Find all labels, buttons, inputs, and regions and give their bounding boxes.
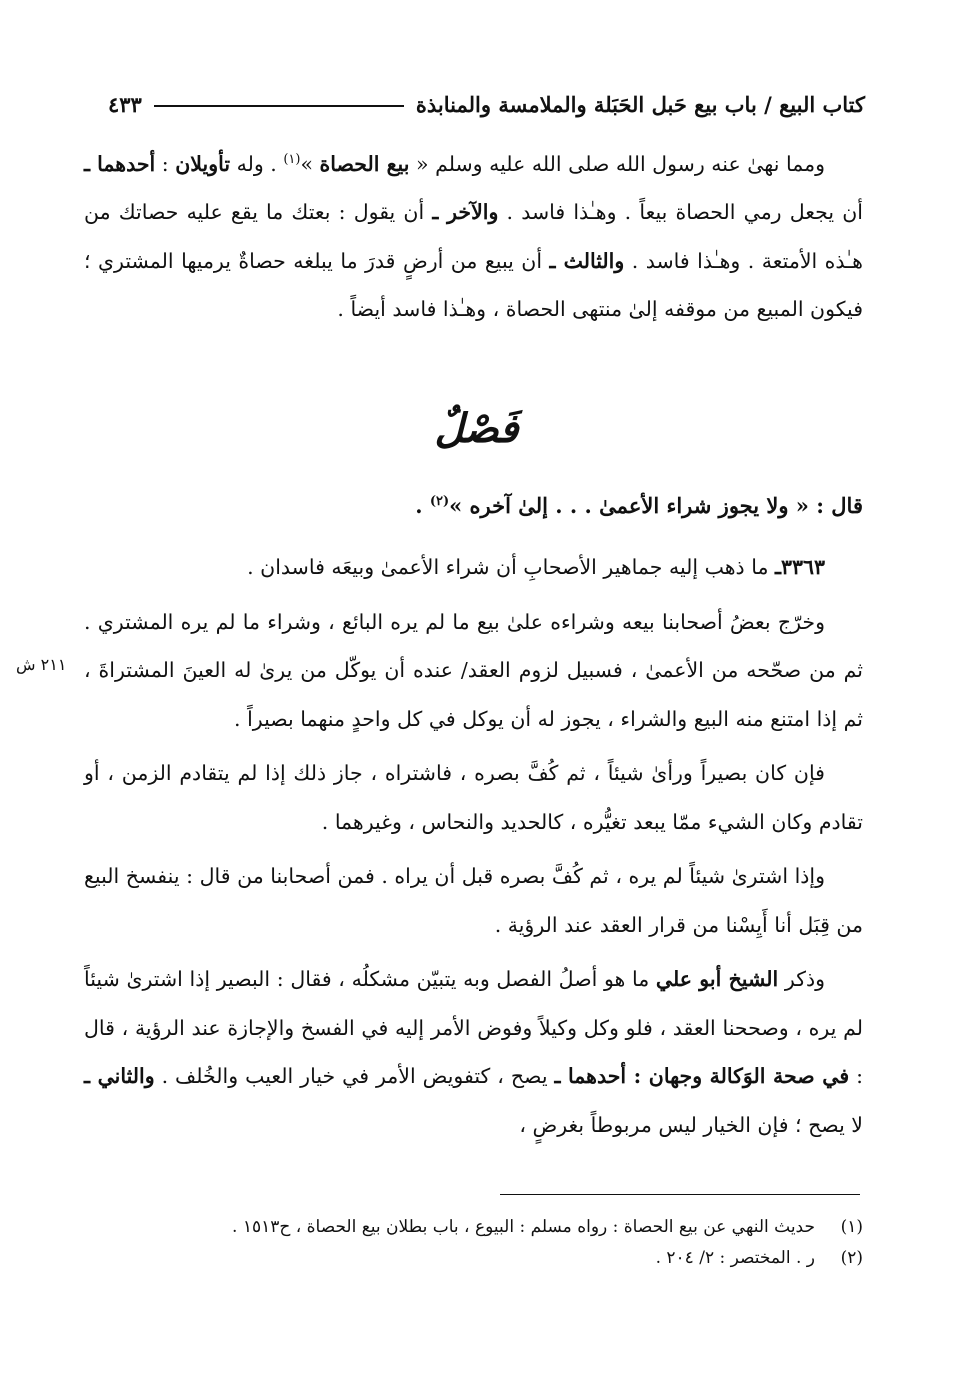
first-label: أحدهما ـ [84,151,156,176]
footnote-ref-1: (١) [283,152,301,167]
intro-line: ومما نهىٰ عنه رسول الله صلى الله عليه وسلم « [409,151,825,176]
p5-b: ما هو أصلُ الفصل وبه يتبيّن مشكلُه ، فقال : البصير إذا اشترىٰ شيئاً لم يره ، وصححنا العقد ، فلو وكل وكيلاً وفوض الأمر إليه في الفسخ والإجازة عند الرؤية ، قال : [84,967,864,1088]
footnote [84,1212,863,1243]
paragraph-3363 [84,543,863,592]
main-text [84,543,863,1155]
manuscript-margin-note: ٢١١ ش [16,655,67,674]
paragraph-3: فإن كان بصيراً ورأىٰ شيئاً ، ثم كُفَّ بصره ، فاشتراه ، جاز ذلك إذا لم يتقادم الزمن ، أو تقادم وكان الشيء ممّا يبعد تغيُّره ، كالحديد والنحاس ، وغيرهما . [84,761,863,834]
footnote-text: حديث النهي عن بيع الحصاة : رواه مسلم : البيوع ، باب بطلان بيع الحصاة ، ح١٥١٣ . [232,1217,815,1237]
footnote-number: (١) [840,1217,863,1237]
quoted-statement [84,478,863,530]
paragraph-2: وخرّج بعضُ أصحابنا بيعه وشراءه علىٰ بيع ما لم يره البائع ، وشراء ما لم يره المشتري . ثم من صحّحه من الأعمىٰ ، فسبيل لزوم العقد/ عنده أن يوكّل من يرىٰ له العينَ المشتراةَ ، ثم إذا امتنع منه البيع والشراء ، يجوز له أن يوكل في كل واحدٍ منهما بصيراً . [84,609,863,731]
qal-text: قال : « ولا يجوز شراء الأعمىٰ . . . إلىٰ آخره » [449,493,863,518]
section-heading [0,405,953,452]
second-label: والآخر ـ [432,200,499,225]
p5-c: يصح ، كتفويض الأمر في خيار العيب والخُلف . [154,1064,555,1088]
qal-end: . [415,493,430,518]
intro-paragraph: ومما نهىٰ عنه رسول الله صلى الله عليه وسلم « بيع الحصاة »$^{(١)}$ . وله تأويلان : أحدهما ـ أن يجعل رمي الحصاة بيعاً . وهـٰذا فاسد . والآخر ـ أن يقول : بعتك ما يقع عليه حصاتك من هـٰذه الأمتعة . وهـٰذا فاسد . والثالث ـ أن يبيع من أرضٍ قدرَ ما يبلغه حصاةٌ يرميها المشتري ؛ فيكون المبيع من موقفه إلىٰ منتهى الحصاة ، وهـٰذا فاسد أيضاً . [84,151,863,322]
p5-d: لا يصح ؛ فإن الخيار ليس مربوطاً بغرضٍ ، [519,1112,863,1137]
paragraph-4: وإذا اشترىٰ شيئاً لم يره ، ثم كُفَّ بصره قبل أن يراه . فمن أصحابنا من قال : ينفسخ البيع من قِبَل أنا أَيِسْنا من قرار العقد عند الرؤية . [84,864,863,937]
footnote-separator [500,1194,860,1195]
footnote-text: ر . المختصر : ٢/ ٢٠٤ . [655,1248,815,1268]
first-text: أن يجعل رمي الحصاة بيعاً . وهـٰذا فاسد . [498,200,863,225]
footnote-number: (٢) [840,1248,863,1268]
third-label: والثالث ـ [549,248,625,273]
footnote [84,1243,863,1274]
header-title: كتاب البيع / باب بيع حَبل الحَبَلة والملامسة والمنابذة [415,91,865,117]
page-number: ٤٣٣ [108,91,142,117]
paragraph-number: ٣٣٦٣ـ [774,555,825,579]
fasl-heading: فَصْلٌ [434,405,519,452]
third-text: أن يبيع من أرضٍ قدرَ ما يبلغه حصاةٌ يرميها المشتري ؛ فيكون المبيع من موقفه إلىٰ منتهى الحصاة ، وهـٰذا فاسد أيضاً . [84,248,863,322]
p5-a: وذكر [778,967,825,991]
wajhan-phrase: في صحة الوَكالة وجهان : أحدهما ـ [554,1064,850,1088]
footnotes [84,1212,863,1274]
header-rule [154,105,404,107]
paragraph-5 [84,955,863,1149]
footnote-ref-2: (٢) [429,494,450,509]
hasah-term: بيع الحصاة [319,151,410,176]
second-text: أن يقول : بعتك ما يقع عليه حصاتك من هـٰذه الأمتعة . وهـٰذا فاسد . [84,200,863,273]
taweelan-term: تأويلان [175,151,231,176]
shaykh-name: الشيخ أبو علي [655,967,779,991]
second-view-label: والثاني ـ [84,1064,155,1088]
paragraph-1-text: ما ذهب إليه جماهير الأصحابِ أن شراء الأعمىٰ وبيعَه فاسدان . [247,555,775,579]
running-header [108,84,865,124]
colon: : [161,151,176,176]
intro-line-b: . وله [230,151,284,176]
